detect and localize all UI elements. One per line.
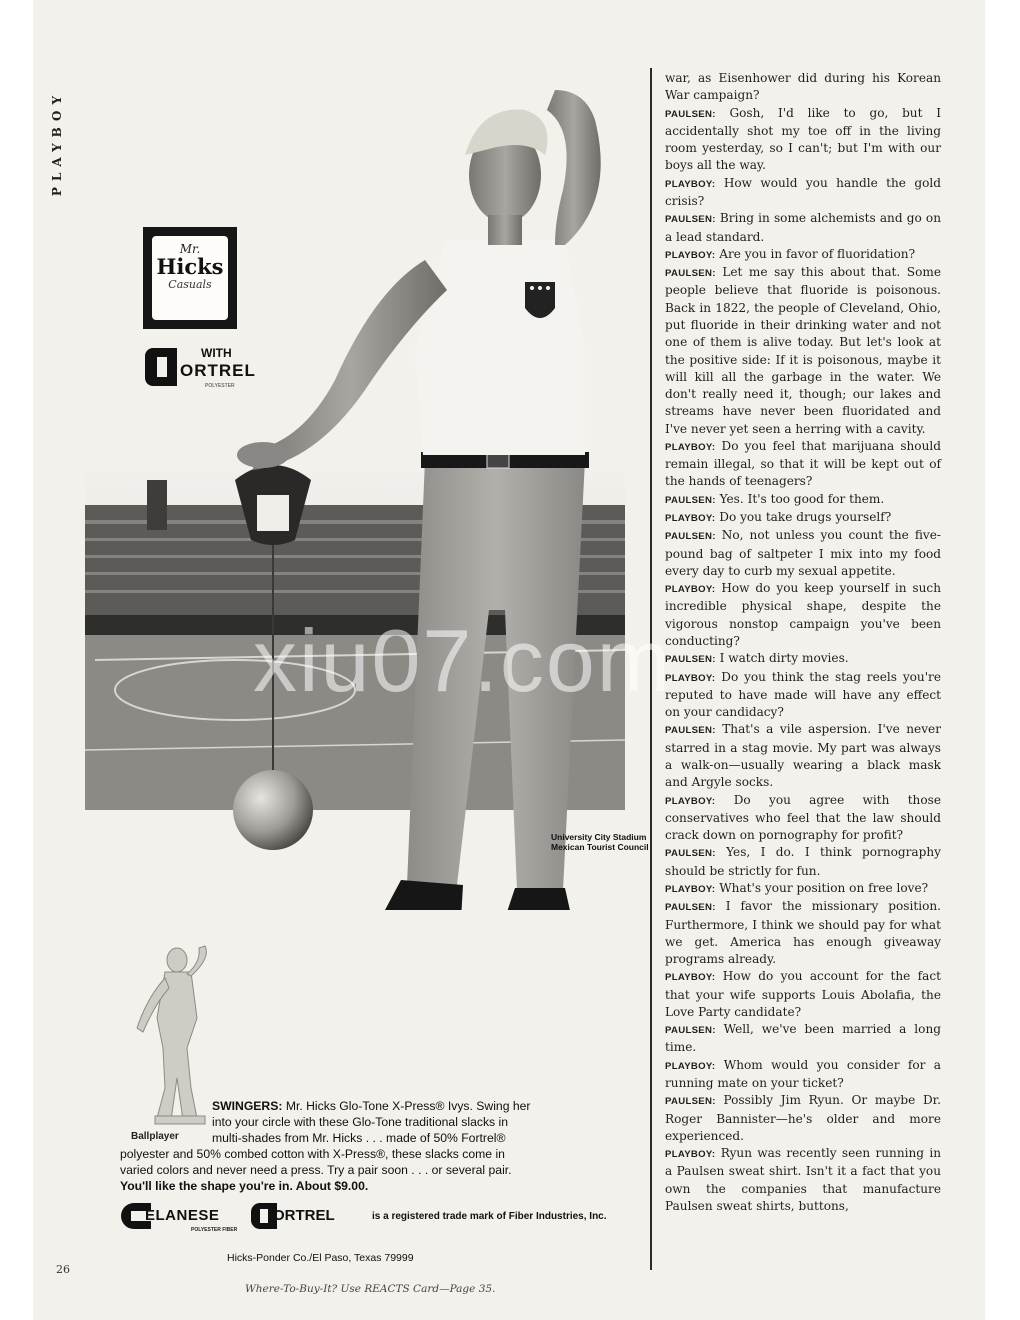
speech-text: Well, we've been married a long time. — [665, 1022, 941, 1055]
ad-copy-line: polyester and 50% combed cotton with X-Press®, these slacks come in — [120, 1147, 505, 1161]
interview-paragraph — [665, 491, 941, 509]
speech-text: Do you agree with those conservatives who feel that the law should crack down on pornography for profit? — [665, 792, 941, 843]
speaker-label: PAULSEN: — [665, 848, 716, 860]
hicks-badge — [152, 236, 228, 320]
trademark-text: is a registered trade mark of Fiber Industries, Inc. — [372, 1211, 607, 1222]
speech-text: Possibly Jim Ryun. Or maybe Dr. Roger Bannister—he's older and more experienced. — [665, 1093, 941, 1143]
speaker-label: PLAYBOY: — [665, 249, 716, 261]
photo-credit — [551, 832, 649, 852]
speech-text: Ryun was recently seen running in a Paulsen sweat shirt. Isn't it a fact that you own the companies that manufacture Paulsen sweat shirts, buttons, — [665, 1146, 941, 1213]
speaker-label: PAULSEN: — [665, 214, 716, 226]
speech-text: Do you think the stag reels you're reputed to have made will have any effect on your candidacy? — [665, 669, 941, 720]
celanese-word: ELANESE — [145, 1207, 220, 1224]
interview-paragraph — [665, 527, 941, 580]
advertiser-address: Hicks-Ponder Co./El Paso, Texas 79999 — [227, 1252, 414, 1264]
interview-paragraph — [665, 580, 941, 650]
interview-paragraph — [665, 1021, 941, 1057]
speech-text: war, as Eisenhower did during his Korean War campaign? — [665, 71, 941, 103]
interview-column — [665, 70, 941, 1215]
ad-copy-line: multi-shades from Mr. Hicks . . . made of 50% Fortrel® — [212, 1131, 506, 1145]
photo-credit-line: University City Stadium — [551, 832, 647, 842]
interview-paragraph — [665, 1092, 941, 1145]
ad-copy — [120, 1098, 620, 1194]
interview-paragraph — [665, 1057, 941, 1093]
speech-text: How do you account for the fact that your wife supports Louis Abolafia, the Love Party candidate? — [665, 969, 941, 1019]
interview-paragraph — [665, 105, 941, 175]
interview-paragraph — [665, 968, 941, 1021]
hicks-logo-mr: Mr. — [179, 242, 201, 256]
celanese-fortrel-trademark — [121, 1200, 631, 1240]
interview-paragraph — [665, 792, 941, 845]
interview-paragraph — [665, 210, 941, 246]
reacts-card-footer: Where-To-Buy-It? Use REACTS Card—Page 35. — [245, 1283, 496, 1295]
speech-text: What's your position on free love? — [719, 880, 929, 895]
hicks-logo-sub: Casuals — [168, 278, 212, 291]
fortrel-with-text: WITH — [201, 346, 232, 360]
speech-text: Gosh, I'd like to go, but I accidentally shot my toe off in the living room yesterday, so I can't; but I'm with our boys all the way. — [665, 105, 941, 173]
speech-text: No, not unless you count the five-pound bag of saltpeter I mix into my food every day to curb my sexual appetite. — [665, 528, 941, 578]
speech-text: How do you keep yourself in such incredible physical shape, despite the vigorous nonstop campaign you've been conducting? — [665, 581, 941, 648]
speech-text: Bring in some alchemists and go on a lead standard. — [665, 211, 941, 244]
speech-text: Let me say this about that. Some people believe that fluoride is poisonous. Back in 1822, the people of Cleveland, Ohio, put fluoride in their drinking water and not one of them is alive today. But let's look at the positive side: If it is poisonous, maybe it will kill all the garbage in the water. We don't really need it, though; our lakes and streams have never been fluoridated and I've never yet seen a herring with a cavity. — [665, 265, 941, 436]
interview-paragraph — [665, 669, 941, 722]
speaker-label: PAULSEN: — [665, 108, 716, 120]
hicks-logo — [143, 227, 237, 329]
interview-paragraph — [665, 1145, 941, 1215]
speaker-label: PAULSEN: — [665, 1025, 716, 1037]
interview-paragraph — [665, 70, 941, 105]
speaker-label: PLAYBOY: — [665, 972, 716, 984]
speaker-label: PLAYBOY: — [665, 584, 716, 596]
running-head-text: PLAYBOY — [50, 89, 64, 197]
hicks-logo-name: Hicks — [156, 254, 224, 279]
speaker-label: PLAYBOY: — [665, 513, 716, 525]
fortrel-polyester: POLYESTER — [205, 383, 235, 389]
page-number: 26 — [56, 1263, 70, 1276]
ad-copy-lead: SWINGERS: — [212, 1099, 283, 1113]
speaker-label: PLAYBOY: — [665, 883, 716, 895]
speaker-label: PLAYBOY: — [665, 178, 716, 190]
celanese-fortrel-word: ORTREL — [273, 1207, 335, 1224]
interview-paragraph — [665, 509, 941, 527]
interview-paragraph — [665, 721, 941, 791]
ad-copy-line: varied colors and never need a press. Try a pair soon . . . or several pair. — [120, 1163, 512, 1177]
magazine-page — [33, 0, 985, 1320]
speaker-label: PAULSEN: — [665, 654, 716, 666]
speaker-label: PAULSEN: — [665, 902, 716, 914]
speech-text: Do you feel that marijuana should remain illegal, so that it will be kept out of the hands of teenagers? — [665, 438, 941, 489]
speaker-label: PLAYBOY: — [665, 1149, 716, 1161]
speech-text: That's a vile aspersion. I've never starred in a stag movie. My part was always a walk-on—usually wearing a black mask and Argyle socks. — [665, 722, 941, 790]
interview-paragraph — [665, 264, 941, 438]
fortrel-logo — [145, 343, 265, 393]
speaker-label: PAULSEN: — [665, 1096, 716, 1108]
ad-photograph — [85, 50, 625, 910]
statue-caption: Ballplayer — [131, 1131, 179, 1142]
speaker-label: PLAYBOY: — [665, 1060, 716, 1072]
interview-paragraph — [665, 175, 941, 211]
speech-text: Yes, I do. I think pornography should be strictly for fun. — [665, 845, 941, 878]
fortrel-f-icon — [145, 348, 177, 386]
interview-paragraph — [665, 650, 941, 668]
speaker-label: PLAYBOY: — [665, 795, 716, 807]
celanese-polyester-fiber: POLYESTER FIBER — [191, 1227, 238, 1233]
interview-paragraph — [665, 844, 941, 880]
photo-credit-line: Mexican Tourist Council — [551, 842, 649, 852]
ad-copy-tail: You'll like the shape you're in. About $9.00. — [120, 1179, 369, 1193]
watermark: xiu07.com — [253, 611, 673, 710]
speaker-label: PAULSEN: — [665, 531, 716, 543]
fortrel-word: ORTREL — [180, 361, 256, 380]
speech-text: I favor the missionary position. Furthermore, I think we should pay for what we get. America has enough giveaway programs already. — [665, 899, 941, 967]
speaker-label: PLAYBOY: — [665, 441, 716, 453]
speaker-label: PAULSEN: — [665, 494, 716, 506]
speech-text: How would you handle the gold crisis? — [665, 175, 941, 208]
speaker-label: PAULSEN: — [665, 725, 716, 737]
interview-paragraph — [665, 246, 941, 264]
running-head — [45, 68, 69, 218]
speech-text: Whom would you consider for a running mate on your ticket? — [665, 1057, 941, 1091]
interview-paragraph — [665, 898, 941, 968]
speech-text: I watch dirty movies. — [719, 651, 849, 666]
ad-copy-line: Mr. Hicks Glo-Tone X-Press® Ivys. Swing her — [285, 1099, 531, 1113]
speech-text: Yes. It's too good for them. — [719, 491, 885, 506]
speech-text: Are you in favor of fluoridation? — [719, 246, 916, 261]
interview-paragraph — [665, 438, 941, 491]
speech-text: Do you take drugs yourself? — [719, 510, 892, 525]
speaker-label: PAULSEN: — [665, 268, 716, 280]
speaker-label: PLAYBOY: — [665, 672, 716, 684]
ad-copy-line: into your circle with these Glo-Tone traditional slacks in — [212, 1115, 509, 1129]
interview-paragraph — [665, 880, 941, 898]
